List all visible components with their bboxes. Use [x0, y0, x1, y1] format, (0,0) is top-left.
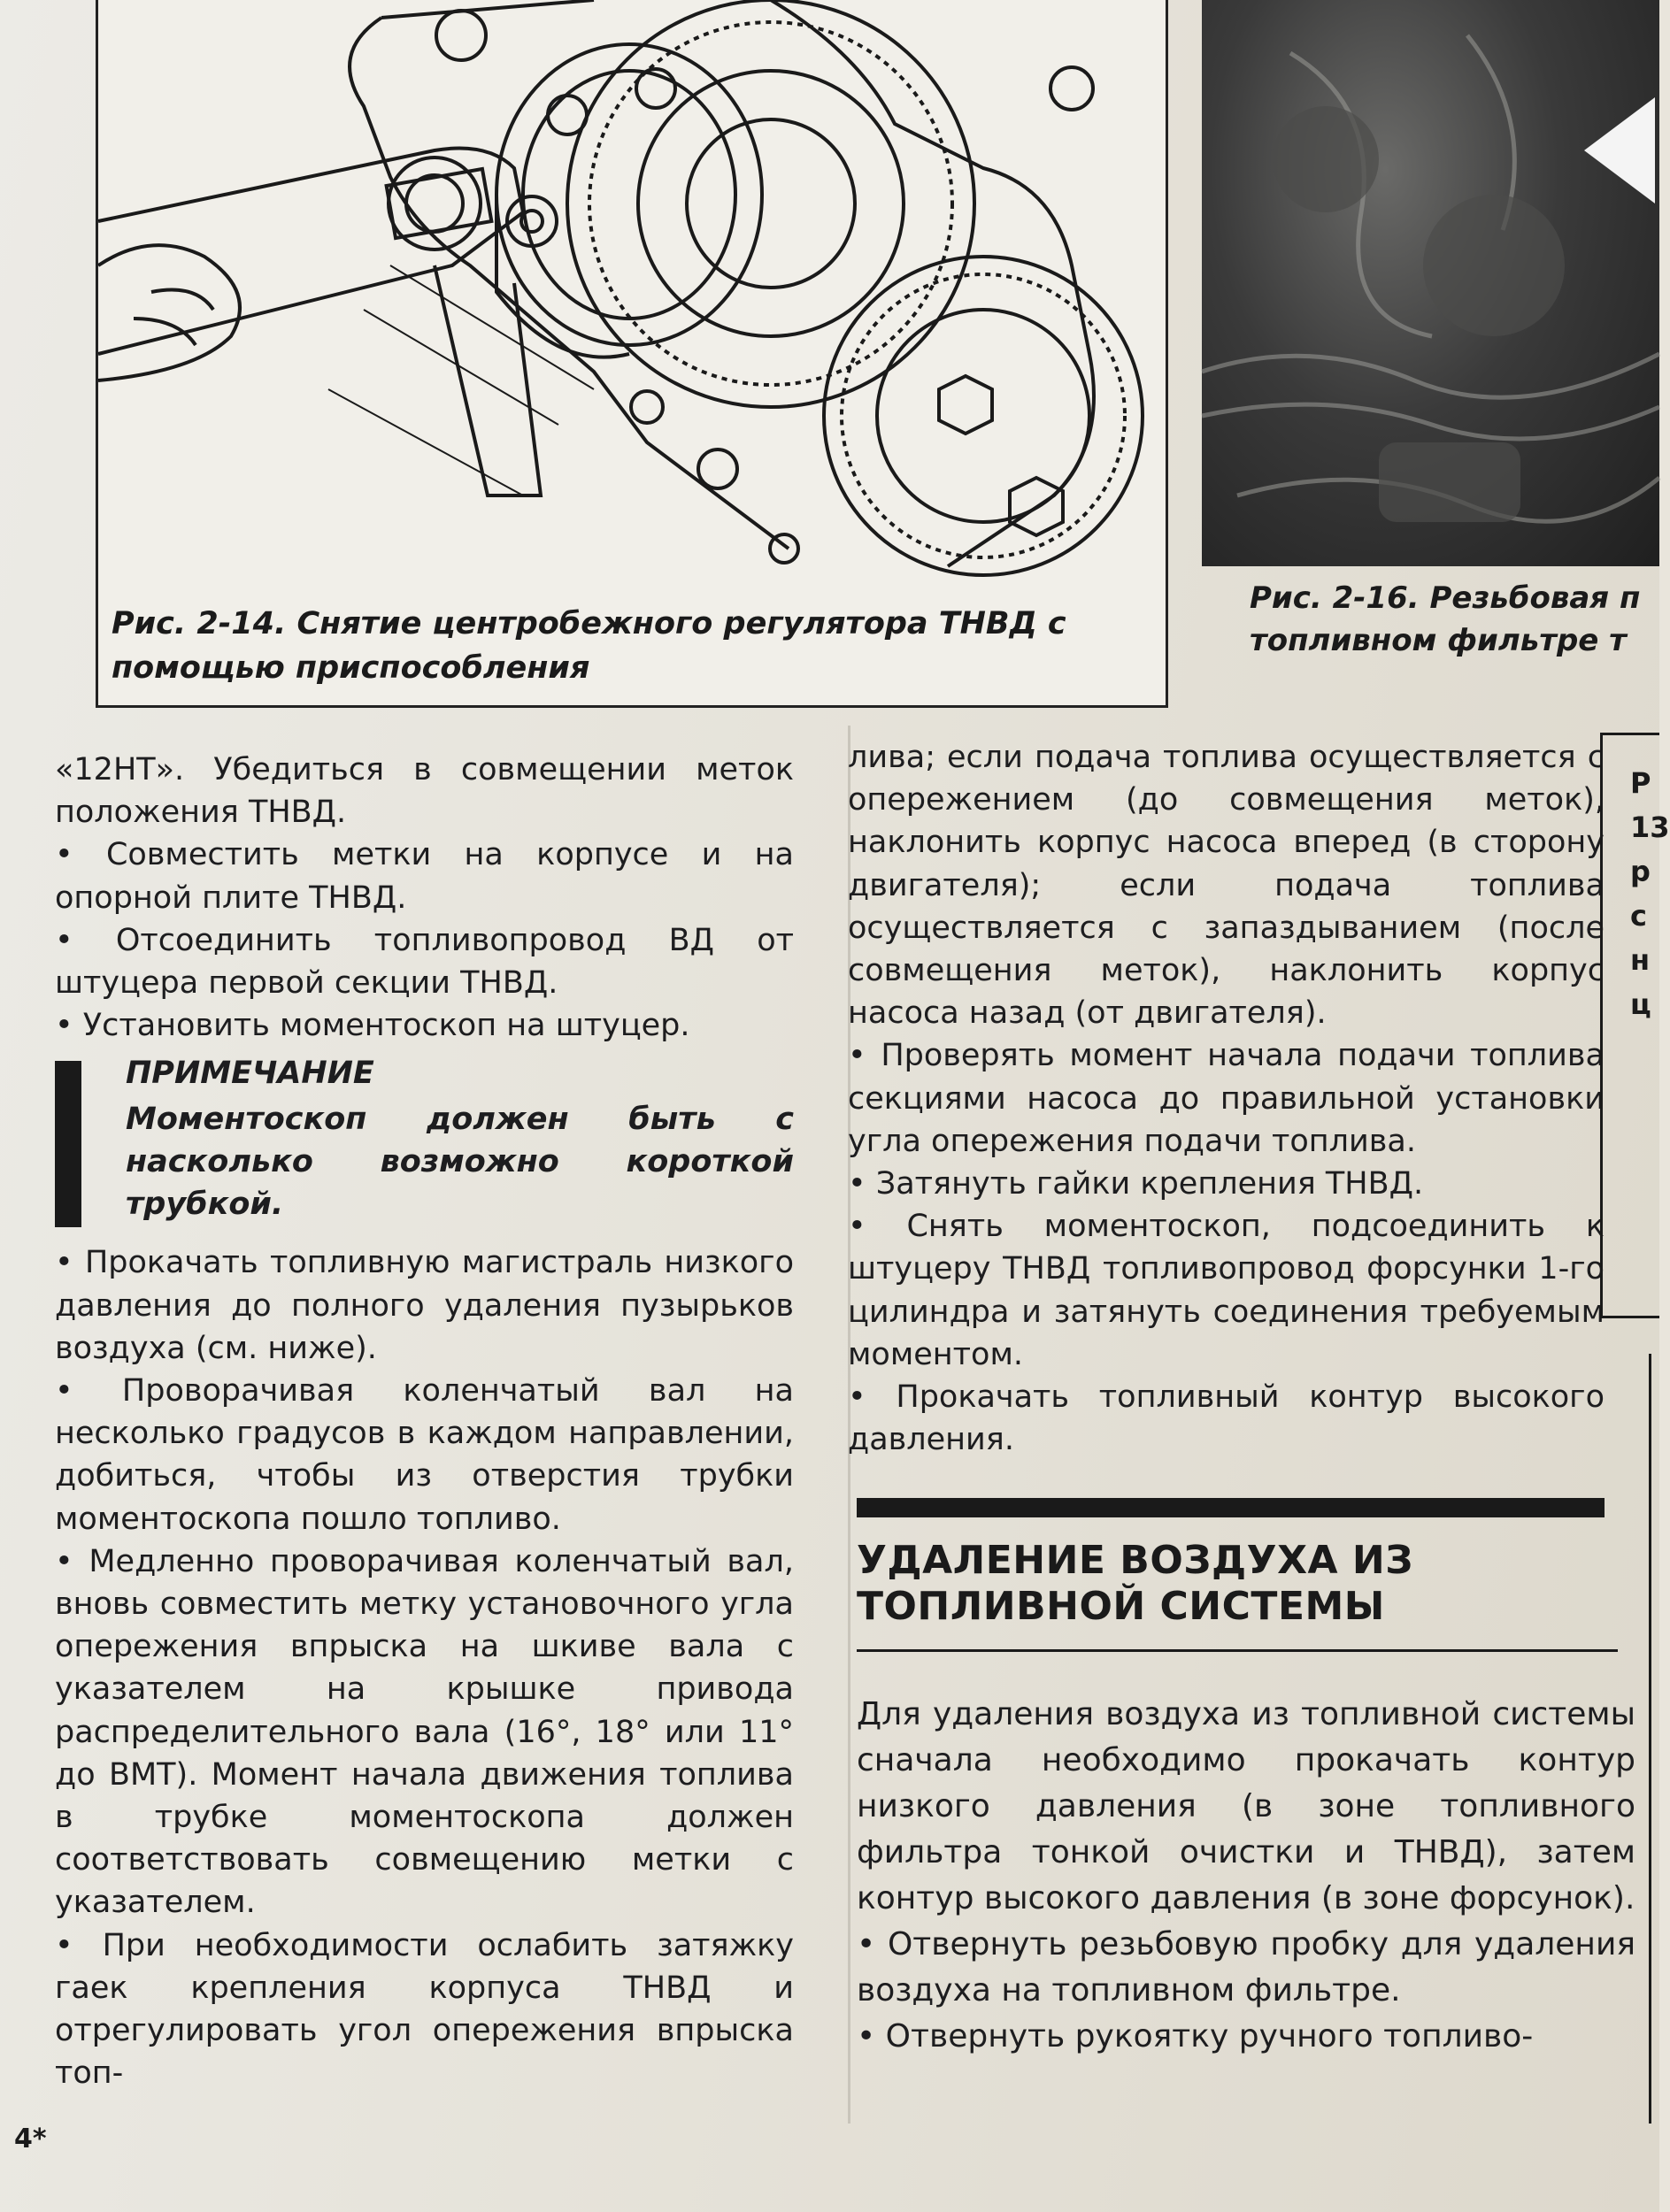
pointer-arrow-icon	[1584, 97, 1655, 204]
figure-2-16-caption-line2: топливном фильтре т	[1250, 623, 1627, 658]
figure-2-16-caption	[1250, 577, 1659, 662]
right-edge-fragments	[1630, 761, 1670, 1026]
left-column	[55, 749, 794, 2094]
paragraph: лива; если подача топлива осуществляется с опережением (до совмещения меток), наклонить корпус насоса вперед (в сторону двигателя); если подача топлива осуществляется с запаздыванием (после совмещения меток), наклонить корпус насоса назад (от двигателя).	[848, 740, 1605, 1032]
note-bar	[55, 1061, 81, 1227]
note-text: Моментоскоп должен быть с насколько возможно короткой трубкой.	[126, 1102, 794, 1223]
note-title: ПРИМЕЧАНИЕ	[126, 1056, 374, 1092]
section-body	[857, 1692, 1635, 2060]
paragraph: • Прокачать топливную магистраль низкого давления до полного удаления пузырьков воздуха (см. ниже).	[55, 1245, 794, 1366]
fragment: Р	[1630, 766, 1651, 800]
fragment: ц	[1630, 987, 1651, 1021]
paragraph: • Отвернуть резьбовую пробку для удаления воздуха на топливном фильтре.	[857, 1926, 1635, 2008]
fragment: р	[1630, 855, 1651, 888]
paragraph: • Совместить метки на корпусе и на опорной плите ТНВД.	[55, 837, 794, 916]
note-box	[55, 1052, 794, 1225]
section-rule-thick	[857, 1498, 1605, 1517]
paragraph: • Отвернуть рукоятку ручного топливо-	[857, 2018, 1534, 2055]
figure-2-16-photo	[1202, 0, 1659, 566]
section-heading: УДАЛЕНИЕ ВОЗДУХА ИЗ ТОПЛИВНОЙ СИСТЕМЫ	[857, 1538, 1413, 1629]
fragment: с	[1630, 899, 1647, 933]
page-number: 4*	[14, 2124, 47, 2154]
figure-2-16-caption-line1: Рис. 2-16. Резьбовая п	[1250, 580, 1641, 616]
paragraph: • Проворачивая коленчатый вал на несколько градусов в каждом направлении, добиться, чтобы из отверстия трубки моментоскопа пошло топливо.	[55, 1373, 794, 1537]
right-column-rule	[1649, 1354, 1651, 2124]
paragraph: • Затянуть гайки крепления ТНВД.	[848, 1166, 1424, 1202]
paragraph: • Медленно проворачивая коленчатый вал, вновь совместить метку установочного угла опережения впрыска на шкиве вала с указателем на крышке привода распределительного вала (16°, 18° или 11° до ВМТ). Момент начала движения топлива в трубке моментоскопа должен соответствовать совмещению метки с указателем.	[55, 1543, 794, 1921]
paragraph: • Снять моментоскоп, подсоединить к штуцеру ТНВД топливопровод форсунки 1-го цилиндра и затянуть соединения требуемым моментом.	[848, 1209, 1605, 1372]
fragment: н	[1630, 943, 1651, 977]
paragraph: • Проверять момент начала подачи топлива секциями насоса до правильной установки угла опережения подачи топлива.	[848, 1038, 1605, 1159]
paragraph: • Прокачать топливный контур высокого давления.	[848, 1379, 1605, 1458]
paragraph: • Отсоединить топливопровод ВД от штуцера первой секции ТНВД.	[55, 922, 794, 1002]
paragraph: Для удаления воздуха из топливной системы сначала необходимо прокачать контур низкого давления (в зоне топливного фильтра тонкой очистки и ТНВД), затем контур высокого давления (в зоне форсунок).	[857, 1696, 1635, 1916]
paragraph: «12НТ». Убедиться в совмещении меток положения ТНВД.	[55, 752, 794, 831]
figure-2-14-caption: Рис. 2-14. Снятие центробежного регулятора ТНВД с помощью приспособления	[112, 606, 1066, 686]
middle-column	[848, 736, 1605, 1461]
engine-photo-texture	[1202, 0, 1659, 566]
paragraph: • Установить моментоскоп на штуцер.	[55, 1008, 690, 1044]
section-rule-thin	[857, 1649, 1618, 1652]
figure-2-14	[96, 0, 1168, 708]
fragment: 13	[1630, 810, 1670, 844]
regulator-drawing	[98, 0, 1166, 602]
paragraph: • При необходимости ослабить затяжку гаек крепления корпуса ТНВД и отрегулировать угол опережения впрыска топ-	[55, 1927, 794, 2092]
